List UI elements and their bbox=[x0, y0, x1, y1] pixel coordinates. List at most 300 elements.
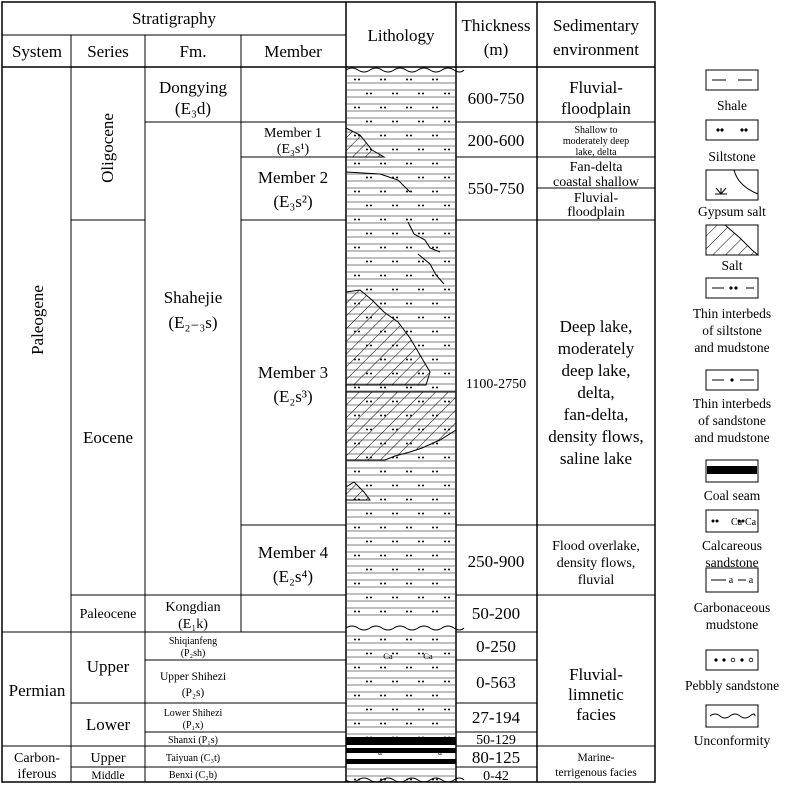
litho-silt-dot bbox=[392, 569, 394, 571]
litho-silt-dot bbox=[410, 583, 412, 585]
litho-silt-dot bbox=[370, 401, 372, 403]
litho-silt-dot bbox=[418, 737, 420, 739]
litho-silt-dot bbox=[418, 709, 420, 711]
litho-silt-dot bbox=[380, 723, 382, 725]
litho-silt-dot bbox=[354, 275, 356, 277]
litho-silt-dot bbox=[370, 457, 372, 459]
env-member2a-2: coastal shallow bbox=[553, 175, 639, 190]
litho-silt-dot bbox=[392, 149, 394, 151]
litho-silt-dot bbox=[380, 107, 382, 109]
litho-silt-dot bbox=[448, 485, 450, 487]
litho-silt-dot bbox=[444, 177, 446, 179]
coal-seam-shanxi bbox=[346, 737, 456, 745]
litho-silt-dot bbox=[418, 121, 420, 123]
litho-silt-dot bbox=[444, 457, 446, 459]
litho-silt-dot bbox=[432, 471, 434, 473]
env-dongying: Fluvial- bbox=[569, 78, 623, 97]
litho-silt-dot bbox=[380, 667, 382, 669]
litho-silt-dot bbox=[448, 149, 450, 151]
litho-silt-dot bbox=[432, 779, 434, 781]
litho-silt-dot bbox=[358, 639, 360, 641]
litho-silt-dot bbox=[396, 149, 398, 151]
legend-unconformity: Unconformity bbox=[693, 733, 771, 748]
legend-gypsum: Gypsum salt bbox=[698, 204, 766, 219]
env-member2b: Fluvial- bbox=[573, 191, 619, 206]
litho-carb-symbol-1: a bbox=[378, 747, 382, 757]
litho-silt-dot bbox=[396, 485, 398, 487]
litho-silt-dot bbox=[380, 163, 382, 165]
thickness-column bbox=[466, 89, 526, 784]
litho-silt-dot bbox=[358, 247, 360, 249]
thickness-benxi: 0-42 bbox=[483, 769, 509, 784]
litho-silt-dot bbox=[418, 233, 420, 235]
env-member1-2: moderately deep bbox=[562, 136, 630, 147]
legend-silt-mud-3: and mudstone bbox=[694, 340, 770, 355]
litho-silt-dot bbox=[444, 569, 446, 571]
litho-silt-dot bbox=[384, 723, 386, 725]
legend-salt: Salt bbox=[721, 258, 743, 273]
litho-silt-dot bbox=[448, 93, 450, 95]
litho-silt-dot bbox=[436, 667, 438, 669]
litho-silt-dot bbox=[436, 555, 438, 557]
litho-silt-dot bbox=[432, 275, 434, 277]
litho-silt-dot bbox=[418, 261, 420, 263]
litho-silt-dot bbox=[436, 583, 438, 585]
litho-silt-dot bbox=[422, 177, 424, 179]
litho-silt-dot bbox=[384, 387, 386, 389]
litho-silt-dot bbox=[444, 429, 446, 431]
member-1-code: (E₃s¹) bbox=[276, 142, 310, 157]
env-dongying-2: floodplain bbox=[561, 99, 631, 118]
litho-silt-dot bbox=[358, 527, 360, 529]
legend-sand-mud-1: Thin interbeds bbox=[692, 396, 772, 411]
header-thickness: Thickness bbox=[461, 16, 531, 35]
litho-silt-dot bbox=[370, 317, 372, 319]
litho-silt-dot bbox=[392, 345, 394, 347]
header-lithology: Lithology bbox=[367, 26, 435, 45]
member-2-code: (E₃s²) bbox=[273, 192, 313, 211]
litho-silt-dot bbox=[422, 289, 424, 291]
litho-silt-dot bbox=[410, 471, 412, 473]
fm-upper-shihezi: Upper Shihezi bbox=[159, 671, 227, 683]
litho-silt-dot bbox=[392, 597, 394, 599]
litho-silt-dot bbox=[370, 177, 372, 179]
litho-silt-dot bbox=[396, 457, 398, 459]
legend-siltstone-swatch bbox=[706, 120, 758, 140]
litho-silt-dot bbox=[422, 541, 424, 543]
litho-silt-dot bbox=[436, 163, 438, 165]
litho-silt-dot bbox=[406, 667, 408, 669]
lithology-column bbox=[346, 68, 464, 782]
litho-silt-dot bbox=[384, 247, 386, 249]
litho-silt-dot bbox=[366, 205, 368, 207]
litho-silt-dot bbox=[358, 275, 360, 277]
litho-silt-dot bbox=[370, 597, 372, 599]
litho-silt-dot bbox=[422, 149, 424, 151]
litho-silt-dot bbox=[406, 107, 408, 109]
litho-silt-dot bbox=[370, 233, 372, 235]
litho-silt-dot bbox=[370, 149, 372, 151]
fm-shiqianfeng: Shiqianfeng bbox=[168, 636, 218, 647]
litho-silt-dot bbox=[406, 415, 408, 417]
litho-silt-dot bbox=[366, 93, 368, 95]
legend-calc-2: sandstone bbox=[705, 555, 759, 570]
litho-silt-dot bbox=[410, 499, 412, 501]
litho-silt-dot bbox=[448, 737, 450, 739]
litho-silt-dot bbox=[384, 471, 386, 473]
litho-silt-dot bbox=[354, 443, 356, 445]
litho-silt-dot bbox=[418, 457, 420, 459]
legend-siltstone: Siltstone bbox=[708, 149, 756, 164]
series-eocene: Eocene bbox=[82, 428, 134, 447]
litho-silt-dot bbox=[432, 247, 434, 249]
litho-silt-dot bbox=[432, 219, 434, 221]
env-carboniferous-2: terrigenous facies bbox=[555, 767, 637, 779]
litho-silt-dot bbox=[436, 471, 438, 473]
litho-silt-dot bbox=[448, 401, 450, 403]
litho-silt-dot bbox=[432, 331, 434, 333]
litho-silt-dot bbox=[380, 303, 382, 305]
litho-silt-dot bbox=[444, 317, 446, 319]
header-stratigraphy: Stratigraphy bbox=[131, 9, 217, 28]
litho-silt-dot bbox=[418, 653, 420, 655]
litho-silt-dot bbox=[396, 373, 398, 375]
litho-silt-dot bbox=[358, 611, 360, 613]
litho-silt-dot bbox=[436, 135, 438, 137]
litho-silt-dot bbox=[358, 667, 360, 669]
litho-silt-dot bbox=[392, 401, 394, 403]
litho-calc-symbol-2: Ca bbox=[423, 651, 433, 661]
litho-silt-dot bbox=[436, 779, 438, 781]
litho-silt-dot bbox=[396, 737, 398, 739]
member-3: Member 3 bbox=[257, 363, 329, 382]
litho-silt-dot bbox=[422, 233, 424, 235]
litho-silt-dot bbox=[358, 107, 360, 109]
legend-dot bbox=[723, 659, 725, 661]
litho-silt-dot bbox=[396, 345, 398, 347]
litho-silt-dot bbox=[396, 513, 398, 515]
litho-silt-dot bbox=[418, 205, 420, 207]
litho-silt-dot bbox=[418, 401, 420, 403]
env-member2b-2: floodplain bbox=[567, 205, 625, 220]
litho-silt-dot bbox=[448, 513, 450, 515]
litho-silt-dot bbox=[432, 191, 434, 193]
litho-silt-dot bbox=[444, 149, 446, 151]
litho-silt-dot bbox=[436, 79, 438, 81]
litho-silt-dot bbox=[448, 317, 450, 319]
litho-silt-dot bbox=[366, 569, 368, 571]
litho-silt-dot bbox=[380, 443, 382, 445]
litho-silt-dot bbox=[406, 527, 408, 529]
litho-silt-dot bbox=[354, 499, 356, 501]
litho-silt-dot bbox=[410, 107, 412, 109]
litho-silt-dot bbox=[384, 611, 386, 613]
litho-silt-dot bbox=[418, 373, 420, 375]
litho-silt-dot bbox=[380, 219, 382, 221]
litho-silt-dot bbox=[448, 457, 450, 459]
litho-silt-dot bbox=[370, 513, 372, 515]
litho-silt-dot bbox=[354, 639, 356, 641]
litho-silt-dot bbox=[448, 597, 450, 599]
litho-silt-dot bbox=[370, 737, 372, 739]
legend-dot bbox=[745, 129, 747, 131]
litho-silt-dot bbox=[418, 513, 420, 515]
litho-silt-dot bbox=[366, 485, 368, 487]
litho-silt-dot bbox=[410, 695, 412, 697]
litho-silt-dot bbox=[358, 191, 360, 193]
legend-dot bbox=[717, 129, 719, 131]
litho-silt-dot bbox=[410, 303, 412, 305]
litho-silt-dot bbox=[432, 583, 434, 585]
legend-pebbly-swatch bbox=[706, 650, 758, 670]
litho-silt-dot bbox=[418, 177, 420, 179]
litho-silt-dot bbox=[432, 723, 434, 725]
member-column bbox=[258, 126, 329, 586]
thickness-lower-shihezi: 27-194 bbox=[471, 708, 521, 727]
fm-shahejie: Shahejie bbox=[163, 288, 223, 307]
litho-silt-dot bbox=[444, 485, 446, 487]
legend-carb-mud-1: Carbonaceous bbox=[693, 600, 771, 615]
litho-silt-dot bbox=[380, 331, 382, 333]
litho-silt-dot bbox=[432, 555, 434, 557]
env-member4-3: fluvial bbox=[577, 573, 615, 588]
litho-carb-symbol-2: a bbox=[438, 747, 442, 757]
litho-silt-dot bbox=[448, 121, 450, 123]
litho-silt-dot bbox=[380, 247, 382, 249]
litho-silt-dot bbox=[392, 429, 394, 431]
system-carboniferous-2: iferous bbox=[17, 767, 57, 782]
litho-silt-dot bbox=[444, 93, 446, 95]
litho-silt-dot bbox=[422, 569, 424, 571]
litho-silt-dot bbox=[396, 93, 398, 95]
litho-silt-dot bbox=[354, 387, 356, 389]
litho-silt-dot bbox=[366, 653, 368, 655]
litho-silt-dot bbox=[444, 681, 446, 683]
litho-silt-dot bbox=[444, 205, 446, 207]
litho-silt-dot bbox=[406, 555, 408, 557]
litho-silt-dot bbox=[406, 695, 408, 697]
litho-silt-dot bbox=[436, 443, 438, 445]
litho-silt-dot bbox=[370, 653, 372, 655]
litho-silt-dot bbox=[436, 415, 438, 417]
legend-dot bbox=[735, 287, 737, 289]
litho-silt-dot bbox=[358, 303, 360, 305]
litho-silt-dot bbox=[432, 695, 434, 697]
env-member3-2: moderately bbox=[557, 339, 635, 358]
litho-silt-dot bbox=[432, 387, 434, 389]
litho-silt-dot bbox=[422, 681, 424, 683]
litho-silt-dot bbox=[366, 597, 368, 599]
litho-silt-dot bbox=[448, 177, 450, 179]
litho-silt-dot bbox=[396, 681, 398, 683]
litho-silt-dot bbox=[354, 163, 356, 165]
unconformity-kongdian-top bbox=[346, 626, 464, 630]
fm-upper-shihezi-code: (P₂s) bbox=[181, 687, 205, 699]
litho-silt-dot bbox=[384, 415, 386, 417]
litho-silt-dot bbox=[406, 135, 408, 137]
legend-dot bbox=[731, 658, 735, 662]
litho-silt-dot bbox=[380, 191, 382, 193]
litho-silt-dot bbox=[392, 177, 394, 179]
litho-silt-dot bbox=[410, 555, 412, 557]
thickness-shiqianfeng: 0-250 bbox=[476, 637, 516, 656]
litho-silt-dot bbox=[410, 611, 412, 613]
legend-silt-mud-2: of siltstone bbox=[702, 323, 762, 338]
litho-silt-dot bbox=[384, 499, 386, 501]
legend-dot bbox=[742, 520, 744, 522]
litho-silt-dot bbox=[380, 359, 382, 361]
member-3-code: (E₂s³) bbox=[273, 387, 313, 406]
thickness-kongdian: 50-200 bbox=[471, 604, 521, 623]
thickness-member2: 550-750 bbox=[467, 179, 525, 198]
fm-shahejie-code: (E₂₋₃s) bbox=[168, 313, 218, 332]
env-member2a: Fan-delta bbox=[569, 160, 623, 175]
litho-silt-dot bbox=[448, 289, 450, 291]
litho-silt-dot bbox=[354, 107, 356, 109]
litho-silt-dot bbox=[380, 275, 382, 277]
litho-silt-dot bbox=[392, 513, 394, 515]
litho-silt-dot bbox=[418, 485, 420, 487]
litho-silt-dot bbox=[432, 611, 434, 613]
header-environment-2: environment bbox=[553, 40, 639, 59]
fm-shiqianfeng-code: (P₂sh) bbox=[180, 648, 206, 659]
litho-silt-dot bbox=[406, 723, 408, 725]
litho-silt-dot bbox=[410, 163, 412, 165]
litho-silt-dot bbox=[422, 457, 424, 459]
litho-silt-dot bbox=[410, 415, 412, 417]
litho-silt-dot bbox=[406, 443, 408, 445]
header-system: System bbox=[11, 42, 63, 61]
litho-silt-dot bbox=[396, 597, 398, 599]
thickness-member4: 250-900 bbox=[467, 552, 525, 571]
litho-silt-dot bbox=[354, 415, 356, 417]
litho-silt-dot bbox=[392, 233, 394, 235]
litho-silt-dot bbox=[366, 233, 368, 235]
fm-dongying: Dongying bbox=[159, 78, 227, 97]
legend-coal: Coal seam bbox=[703, 488, 761, 503]
litho-silt-dot bbox=[384, 79, 386, 81]
litho-silt-dot bbox=[448, 205, 450, 207]
litho-silt-dot bbox=[406, 611, 408, 613]
litho-silt-dot bbox=[436, 723, 438, 725]
litho-silt-dot bbox=[406, 303, 408, 305]
series-carb-upper: Upper bbox=[90, 751, 126, 766]
litho-silt-dot bbox=[410, 331, 412, 333]
litho-silt-dot bbox=[370, 93, 372, 95]
litho-silt-dot bbox=[418, 289, 420, 291]
litho-silt-dot bbox=[354, 359, 356, 361]
unconformity-top bbox=[346, 68, 464, 72]
litho-silt-dot bbox=[384, 527, 386, 529]
env-member4-2: density flows, bbox=[556, 556, 636, 571]
litho-silt-dot bbox=[358, 387, 360, 389]
litho-silt-dot bbox=[410, 639, 412, 641]
env-permian-1: Fluvial- bbox=[569, 665, 623, 684]
litho-silt-dot bbox=[422, 737, 424, 739]
litho-silt-dot bbox=[406, 247, 408, 249]
litho-silt-dot bbox=[370, 569, 372, 571]
litho-silt-dot bbox=[410, 443, 412, 445]
litho-silt-dot bbox=[448, 541, 450, 543]
legend-dot bbox=[721, 129, 723, 131]
legend-shale: Shale bbox=[717, 98, 747, 113]
litho-silt-dot bbox=[448, 429, 450, 431]
litho-silt-dot bbox=[392, 289, 394, 291]
litho-silt-dot bbox=[380, 695, 382, 697]
litho-silt-dot bbox=[436, 247, 438, 249]
litho-silt-dot bbox=[396, 317, 398, 319]
fm-lower-shihezi-code: (P₁x) bbox=[182, 720, 204, 731]
litho-silt-dot bbox=[392, 121, 394, 123]
litho-silt-dot bbox=[370, 345, 372, 347]
litho-silt-dot bbox=[392, 485, 394, 487]
litho-silt-dot bbox=[410, 779, 412, 781]
litho-silt-dot bbox=[422, 485, 424, 487]
litho-silt-dot bbox=[432, 639, 434, 641]
litho-silt-dot bbox=[384, 107, 386, 109]
salt-bed-member1 bbox=[346, 128, 384, 157]
litho-silt-dot bbox=[366, 401, 368, 403]
litho-silt-dot bbox=[354, 471, 356, 473]
legend-carb-symbol-2: a bbox=[748, 575, 754, 586]
legend-dot bbox=[716, 520, 718, 522]
litho-silt-dot bbox=[432, 527, 434, 529]
litho-silt-dot bbox=[436, 527, 438, 529]
litho-silt-dot bbox=[366, 681, 368, 683]
litho-silt-dot bbox=[354, 695, 356, 697]
litho-silt-dot bbox=[422, 261, 424, 263]
litho-silt-dot bbox=[444, 233, 446, 235]
litho-silt-dot bbox=[380, 779, 382, 781]
legend-dot bbox=[730, 287, 732, 289]
litho-silt-dot bbox=[444, 541, 446, 543]
env-member3-7: saline lake bbox=[559, 449, 633, 468]
litho-silt-dot bbox=[444, 513, 446, 515]
litho-silt-dot bbox=[406, 499, 408, 501]
litho-silt-dot bbox=[358, 555, 360, 557]
litho-silt-dot bbox=[448, 569, 450, 571]
legend-sand-mud-3: and mudstone bbox=[694, 430, 770, 445]
legend-dot bbox=[731, 379, 733, 381]
litho-silt-dot bbox=[396, 177, 398, 179]
litho-silt-dot bbox=[358, 779, 360, 781]
litho-silt-dot bbox=[370, 373, 372, 375]
litho-silt-dot bbox=[354, 527, 356, 529]
litho-silt-dot bbox=[366, 373, 368, 375]
litho-silt-dot bbox=[396, 261, 398, 263]
litho-silt-dot bbox=[444, 373, 446, 375]
litho-calc-symbol-1: Ca bbox=[383, 651, 393, 661]
litho-silt-dot bbox=[436, 499, 438, 501]
series-paleocene: Paleocene bbox=[79, 607, 137, 622]
litho-silt-dot bbox=[370, 205, 372, 207]
litho-silt-dot bbox=[384, 135, 386, 137]
litho-silt-dot bbox=[358, 163, 360, 165]
litho-silt-dot bbox=[432, 79, 434, 81]
litho-silt-dot bbox=[436, 303, 438, 305]
litho-silt-dot bbox=[366, 317, 368, 319]
litho-silt-dot bbox=[432, 135, 434, 137]
litho-silt-dot bbox=[366, 457, 368, 459]
coal-seam-taiyuan-2 bbox=[346, 759, 456, 764]
litho-silt-dot bbox=[354, 303, 356, 305]
thickness-dongying: 600-750 bbox=[467, 89, 525, 108]
litho-silt-dot bbox=[354, 79, 356, 81]
litho-silt-dot bbox=[354, 135, 356, 137]
litho-silt-dot bbox=[418, 149, 420, 151]
litho-silt-dot bbox=[432, 359, 434, 361]
litho-silt-dot bbox=[366, 737, 368, 739]
